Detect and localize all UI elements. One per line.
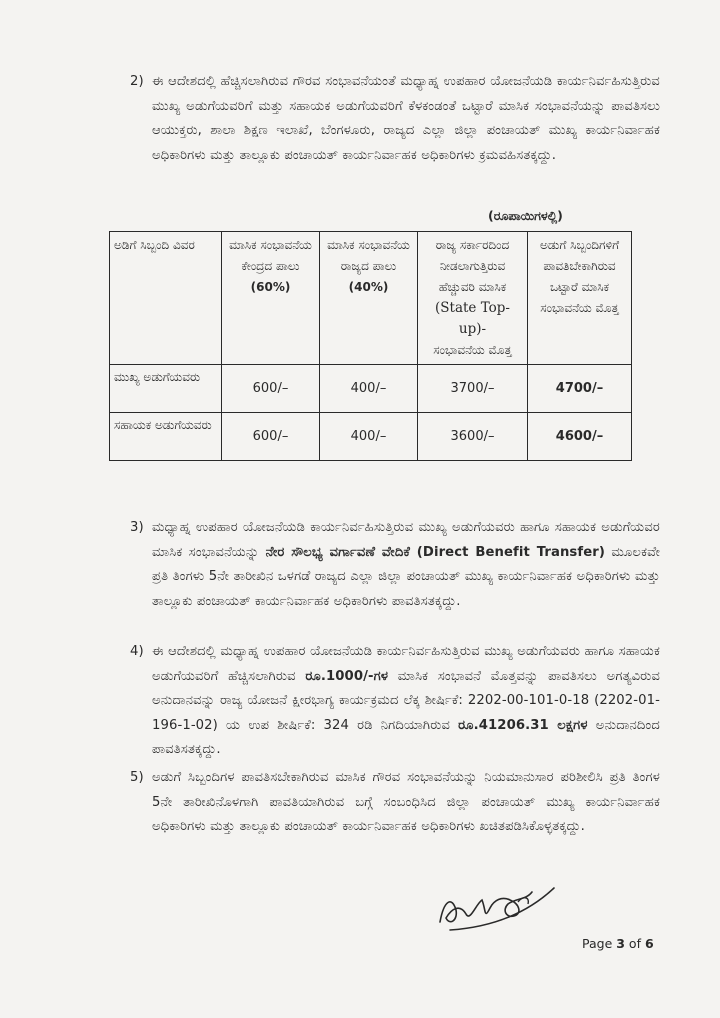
cell-total: 4600/– [528,413,632,461]
paragraph-3-number: 3) [130,520,144,535]
paragraph-3 [130,516,661,614]
paragraph-4-text-c: ಅನುದಾನದಿಂದ ಪಾವತಿಸತಕ್ಕದ್ದು. [152,717,660,757]
paragraph-3-text-b: ಮೂಲಕವೇ ಪ್ರತಿ ತಿಂಗಳು 5ನೇ ತಾರೀಖಿನ ಒಳಗಡೆ ರಾಜ್ಯದ ಎಲ್ಲಾ ಜಿಲ್ಲಾ ಪಂಚಾಯತ್ ಮುಖ್ಯ ಕಾರ್ಯನಿರ್ವಾಹಕ ಅಧಿಕಾರಿಗಳು ಮತ್ತು ತಾಲ್ಲೂಕು ಪಂಚಾಯತ್ ಕಾರ್ಯನಿರ್ವಾಹಕ ಅಧಿಕಾರಿಗಳು ಪಾವತಿಸತಕ್ಕದ್ದು. [152,544,661,609]
paragraph-3-bold-dbt: ನೇರ ಸೌಲಭ್ಯ ವರ್ಗಾವಣೆ ವೇದಿಕೆ (Direct Benefit Transfer) [265,544,605,560]
header-staff: ಅಡಿಗೆ ಸಿಬ್ಬಂದಿ ವಿವರ [110,232,222,365]
paragraph-4-bold-grant: ರೂ.41206.31 ಲಕ್ಷಗಳ [458,717,588,733]
table-header-row [110,232,632,365]
cell-central: 600/– [222,365,320,413]
table-row [110,365,632,413]
paragraph-5-number: 5) [130,770,144,785]
table-row [110,413,632,461]
cell-state: 400/– [320,413,418,461]
paragraph-2-text: ಈ ಆದೇಶದಲ್ಲಿ ಹೆಚ್ಚಿಸಲಾಗಿರುವ ಗೌರವ ಸಂಭಾವನೆಯಂತೆ ಮಧ್ಯಾಹ್ನ ಉಪಹಾರ ಯೋಜನೆಯಡಿ ಕಾರ್ಯನಿರ್ವಹಿಸುತ್ತಿರುವ ಮುಖ್ಯ ಅಡುಗೆಯವರಿಗೆ ಮತ್ತು ಸಹಾಯಕ ಅಡುಗೆಯವರಿಗೆ ಕೆಳಕಂಡಂತೆ ಒಟ್ಟಾರೆ ಮಾಸಿಕ ಸಂಭಾವನೆಯನ್ನು ಪಾವತಿಸಲು ಆಯುಕ್ತರು, ಶಾಲಾ ಶಿಕ್ಷಣ ಇಲಾಖೆ, ಬೆಂಗಳೂರು, ರಾಜ್ಯದ ಎಲ್ಲಾ ಜಿಲ್ಲಾ ಪಂಚಾಯತ್ ಮುಖ್ಯ ಕಾರ್ಯನಿರ್ವಾಹಕ ಅಧಿಕಾರಿಗಳು ಮತ್ತು ತಾಲ್ಲೂಕು ಪಂಚಾಯತ್ ಕಾರ್ಯನಿರ್ವಾಹಕ ಅಧಿಕಾರಿಗಳು ಕ್ರಮವಹಿಸತಕ್ಕದ್ದು. [152,74,660,163]
signature-icon [430,870,560,940]
paragraph-2-number: 2) [130,74,144,89]
header-total: ಅಡುಗೆ ಸಿಬ್ಬಂದಿಗಳಿಗೆ ಪಾವತಿಬೇಕಾಗಿರುವ ಒಟ್ಟಾರೆ ಮಾಸಿಕ ಸಂಭಾವನೆಯ ಮೊತ್ತ [528,232,632,365]
paragraph-5-text: ಅಡುಗೆ ಸಿಬ್ಬಂದಿಗಳ ಪಾವತಿಸಬೇಕಾಗಿರುವ ಮಾಸಿಕ ಗೌರವ ಸಂಭಾವನೆಯನ್ನು ನಿಯಮಾನುಸಾರ ಪರಿಶೀಲಿಸಿ ಪ್ರತಿ ತಿಂಗಳ 5ನೇ ತಾರೀಖಿನೊಳಗಾಗಿ ಪಾವತಿಯಾಗಿರುವ ಬಗ್ಗೆ ಸಂಬಂಧಿಸಿದ ಜಿಲ್ಲಾ ಪಂಚಾಯತ್ ಮುಖ್ಯ ಕಾರ್ಯನಿರ್ವಾಹಕ ಅಧಿಕಾರಿಗಳು ಮತ್ತು ತಾಲ್ಲೂಕು ಪಂಚಾಯತ್ ಕಾರ್ಯನಿರ್ವಾಹಕ ಅಧಿಕಾರಿಗಳು ಖಚಿತಪಡಿಸಿಕೊಳ್ಳತಕ್ಕದ್ದು. [152,770,660,834]
paragraph-4-text-a: ಈ ಆದೇಶದಲ್ಲಿ ಮಧ್ಯಾಹ್ನ ಉಪಹಾರ ಯೋಜನೆಯಡಿ ಕಾರ್ಯನಿರ್ವಹಿಸುತ್ತಿರುವ ಮುಖ್ಯ ಅಡುಗೆಯವರು ಹಾಗೂ ಸಹಾಯಕ ಅಡುಗೆಯವರಿಗೆ ಹೆಚ್ಚಿಸಲಾಗಿರುವ [152,644,660,684]
row-label: ಮುಖ್ಯ ಅಡುಗೆಯವರು [110,365,222,413]
page-number: Page 3 of 6 [582,936,654,951]
header-central-share: ಮಾಸಿಕ ಸಂಭಾವನೆಯ ಕೇಂದ್ರದ ಪಾಲು (60%) [222,232,320,365]
honorarium-table [109,231,632,461]
cell-topup: 3700/– [418,365,528,413]
header-state-share: ಮಾಸಿಕ ಸಂಭಾವನೆಯ ರಾಜ್ಯದ ಪಾಲು (40%) [320,232,418,365]
cell-topup: 3600/– [418,413,528,461]
paragraph-5 [130,766,660,840]
cell-central: 600/– [222,413,320,461]
paragraph-4-number: 4) [130,644,144,659]
paragraph-4-text-b: ಮಾಸಿಕ ಸಂಭಾವನೆ ಮೊತ್ತವನ್ನು ಪಾವತಿಸಲು ಅಗತ್ಯವಿರುವ ಅನುದಾನವನ್ನು ರಾಜ್ಯ ಯೋಜನೆ ಕ್ಷೀರಭಾಗ್ಯ ಕಾರ್ಯಕ್ರಮದ ಲೆಕ್ಕ ಶೀರ್ಷಿಕೆ: 2202-00-101-0-18 (2202-01-196-1-02) ಯ ಉಪ ಶೀರ್ಷಿಕೆ: 324 ರಡಿ ನಿಗದಿಯಾಗಿರುವ [152,668,661,733]
unit-note: (ರೂಪಾಯಿಗಳಲ್ಲಿ) [488,208,563,223]
cell-state: 400/– [320,365,418,413]
paragraph-3-text-a: ಮಧ್ಯಾಹ್ನ ಉಪಹಾರ ಯೋಜನೆಯಡಿ ಕಾರ್ಯನಿರ್ವಹಿಸುತ್ತಿರುವ ಮುಖ್ಯ ಅಡುಗೆಯವರು ಹಾಗೂ ಸಹಾಯಕ ಅಡುಗೆಯವರ ಮಾಸಿಕ ಸಂಭಾವನೆಯನ್ನು [152,520,660,560]
paragraph-2 [130,70,660,168]
cell-total: 4700/– [528,365,632,413]
paragraph-4-bold-amount: ರೂ.1000/-ಗಳ [305,668,389,684]
paragraph-4 [130,640,661,763]
row-label: ಸಹಾಯಕ ಅಡುಗೆಯವರು [110,413,222,461]
header-state-topup: ರಾಜ್ಯ ಸರ್ಕಾರದಿಂದ ನೀಡಲಾಗುತ್ತಿರುವ ಹೆಚ್ಚುವರಿ ಮಾಸಿಕ (State Top-up)- ಸಂಭಾವನೆಯ ಮೊತ್ತ [418,232,528,365]
